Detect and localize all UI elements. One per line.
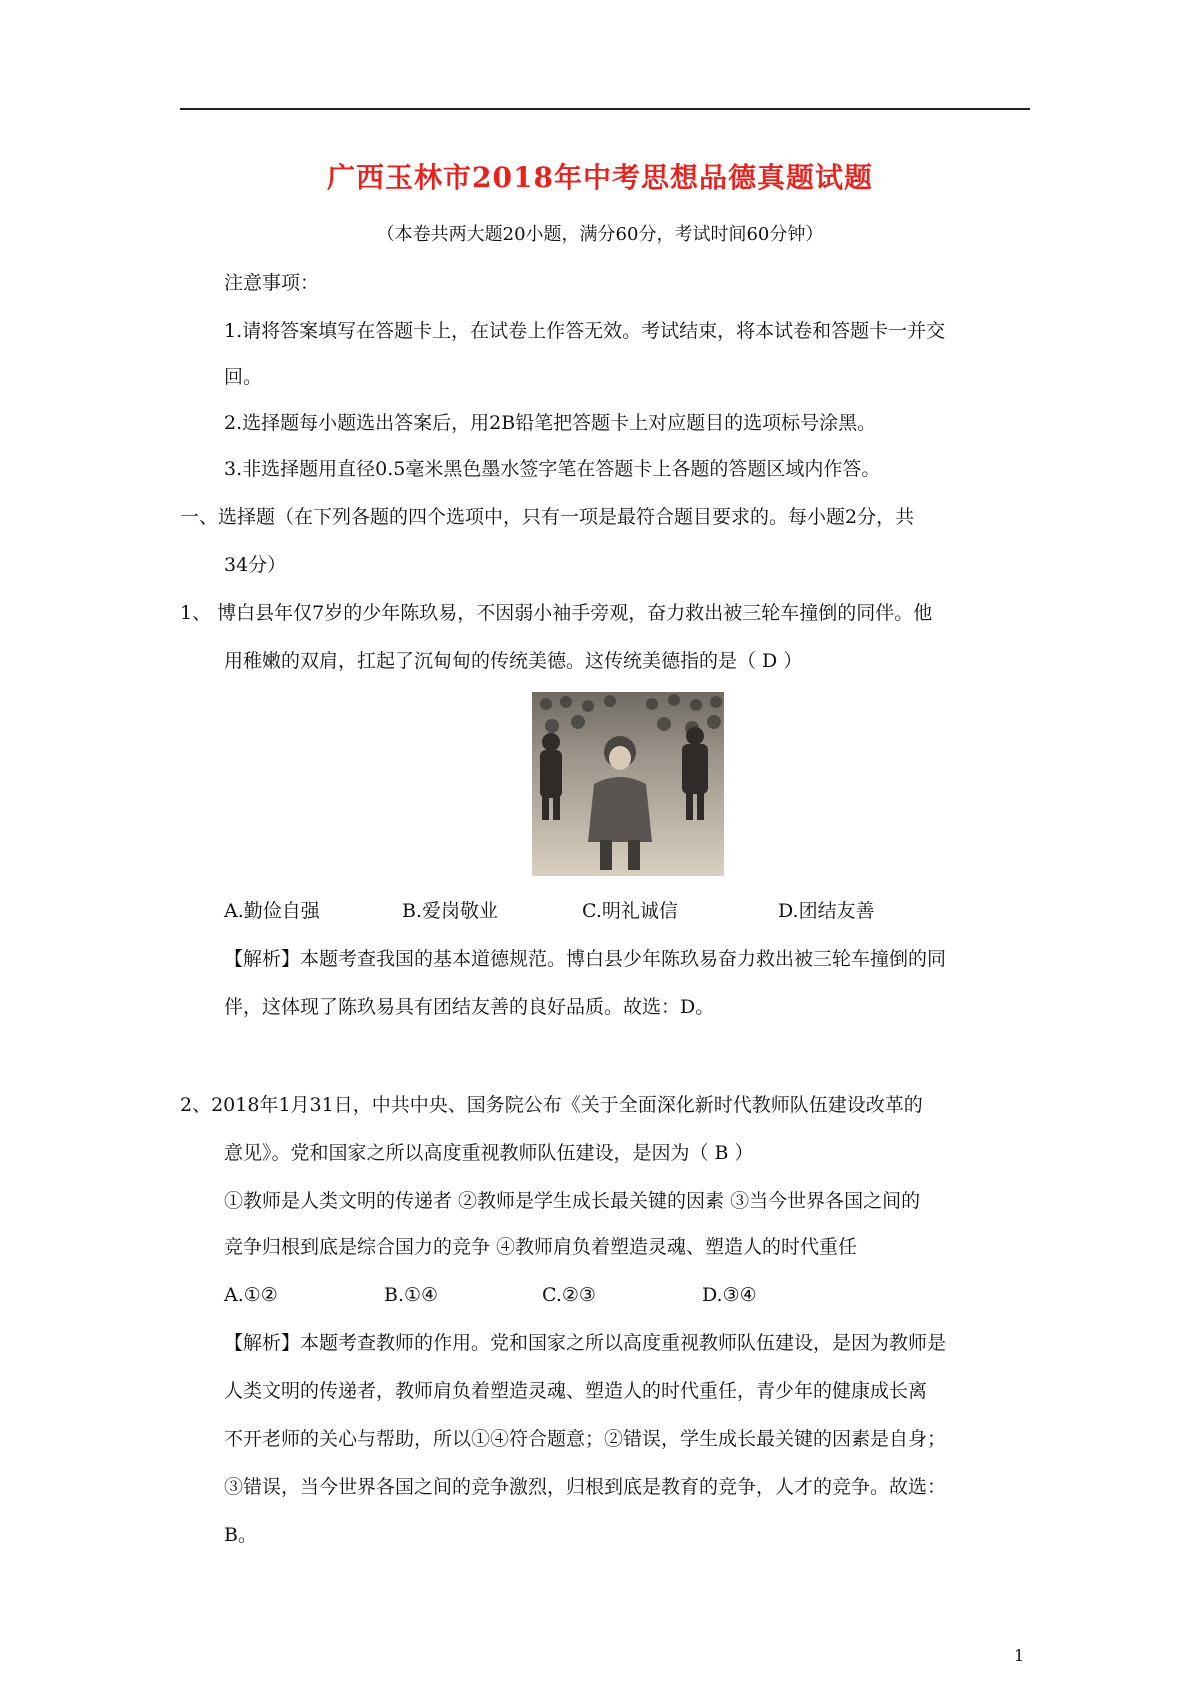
- q1-option-c: C.明礼诚信: [582, 900, 678, 922]
- q2-option-a: A.①②: [224, 1284, 278, 1306]
- question-1-photo: [532, 692, 724, 876]
- q1-option-a: A.勤俭自强: [224, 900, 320, 922]
- question-2-analysis-4: ③错误，当今世界各国之间的竞争激烈，归根到底是教育的竞争，人才的竞争。故选：: [224, 1476, 947, 1498]
- q2-option-c: C.②③: [542, 1284, 596, 1306]
- note-item-2: 2.选择题每小题选出答案后，用2B铅笔把答题卡上对应题目的选项标号涂黑。: [224, 412, 877, 434]
- question-2-analysis-3: 不开老师的关心与帮助，所以①④符合题意；②错误，学生成长最关键的因素是自身；: [224, 1428, 947, 1450]
- note-item-1: 1.请将答案填写在答题卡上，在试卷上作答无效。考试结束，将本试卷和答题卡一并交: [224, 320, 946, 342]
- question-2-stem-cont: 意见》。党和国家之所以高度重视教师队伍建设，是因为（ B ）: [224, 1142, 754, 1164]
- question-1-options: [224, 898, 875, 924]
- header-rule: [180, 108, 1030, 110]
- document-title: 广西玉林市2018年中考思想品德真题试题: [327, 161, 873, 194]
- section-heading-cont: 34分）: [224, 554, 287, 576]
- boy-photo-illustration: [532, 692, 724, 876]
- question-2-analysis-1: 【解析】本题考查教师的作用。党和国家之所以高度重视教师队伍建设，是因为教师是: [224, 1332, 947, 1354]
- notes-heading: 注意事项：: [224, 272, 320, 294]
- question-2-options: [224, 1282, 757, 1308]
- question-1-stem-cont: 用稚嫩的双肩，扛起了沉甸甸的传统美德。这传统美德指的是（ D ）: [224, 650, 803, 672]
- question-1-stem: 1、 博白县年仅7岁的少年陈玖易，不因弱小袖手旁观，奋力救出被三轮车撞倒的同伴。他: [180, 602, 933, 624]
- q1-option-d: D.团结友善: [778, 900, 875, 922]
- question-2-statements-cont: 竞争归根到底是综合国力的竞争 ④教师肩负着塑造灵魂、塑造人的时代重任: [224, 1236, 858, 1258]
- note-item-3: 3.非选择题用直径0.5毫米黑色墨水签字笔在答题卡上各题的答题区域内作答。: [224, 458, 881, 480]
- document-subtitle: （本卷共两大题20小题，满分60分，考试时间60分钟）: [376, 224, 824, 245]
- question-2-statements: ①教师是人类文明的传递者 ②教师是学生成长最关键的因素 ③当今世界各国之间的: [224, 1190, 921, 1212]
- section-heading: 一、选择题（在下列各题的四个选项中，只有一项是最符合题目要求的。每小题2分，共: [180, 506, 915, 528]
- question-2-analysis-2: 人类文明的传递者，教师肩负着塑造灵魂、塑造人的时代重任，青少年的健康成长离: [224, 1380, 928, 1402]
- question-1-analysis: 【解析】本题考查我国的基本道德规范。博白县少年陈玖易奋力救出被三轮车撞倒的同: [224, 948, 947, 970]
- question-1-analysis-cont: 伴，这体现了陈玖易具有团结友善的良好品质。故选：D。: [224, 996, 715, 1018]
- question-2-stem: 2、2018年1月31日，中共中央、国务院公布《关于全面深化新时代教师队伍建设改革的: [180, 1094, 923, 1116]
- note-item-1-cont: 回。: [224, 366, 263, 388]
- question-2-analysis-5: B。: [224, 1524, 257, 1546]
- q2-option-b: B.①④: [384, 1284, 439, 1306]
- q2-option-d: D.③④: [702, 1284, 757, 1306]
- q1-option-b: B.爱岗敬业: [402, 900, 499, 922]
- page-number: 1: [1014, 1646, 1025, 1665]
